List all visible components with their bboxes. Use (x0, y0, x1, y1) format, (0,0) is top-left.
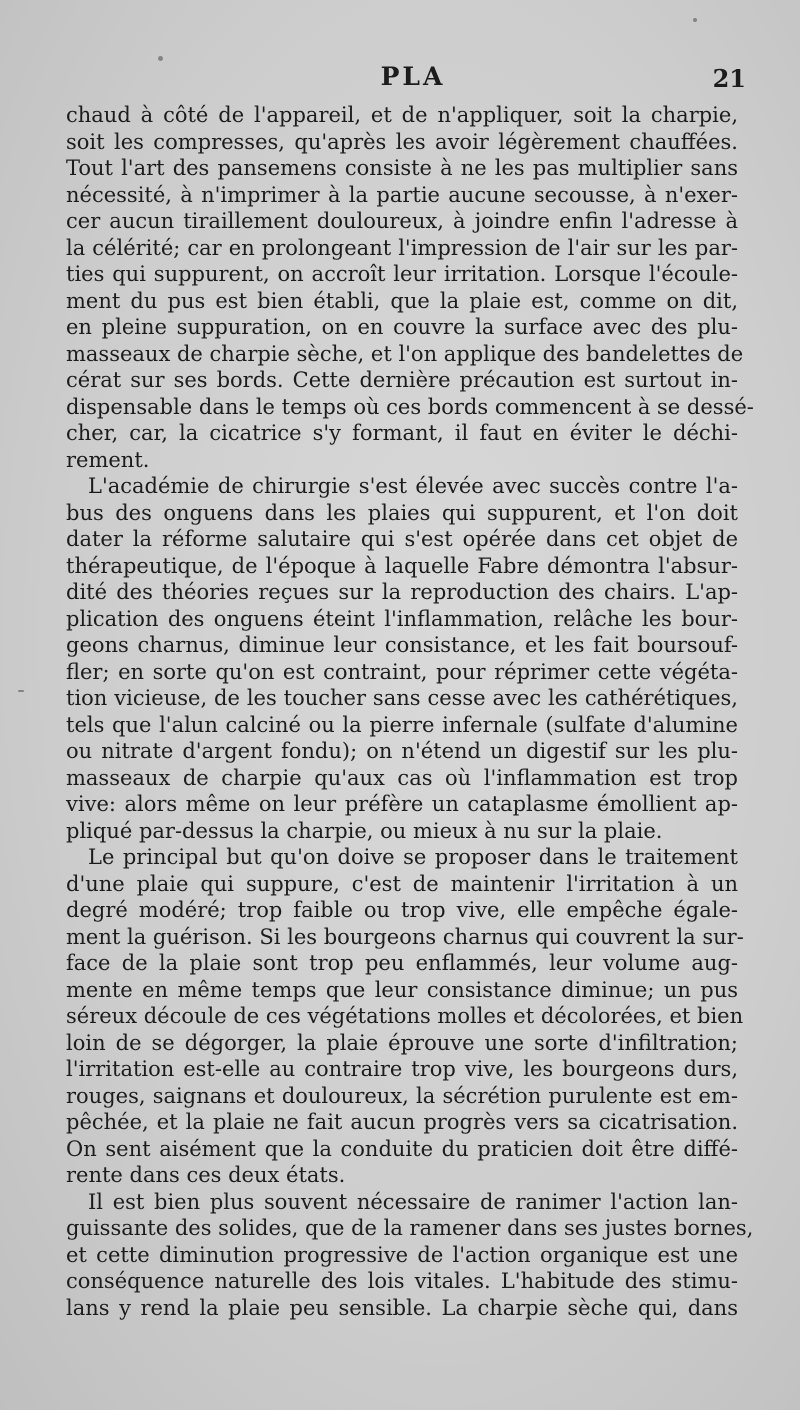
text-line: face de la plaie sont trop peu enflammés, leur volume aug- (66, 951, 738, 975)
running-head: PLA (380, 62, 446, 91)
text-line: d'une plaie qui suppure, c'est de maintenir l'irritation à un (66, 871, 738, 896)
text-line: ment du pus est bien établi, que la plaie est, comme on dit, (66, 288, 738, 313)
text-line: cérat sur ses bords. Cette dernière précaution est surtout in- (66, 368, 738, 392)
text-line: chaud à côté de l'appareil, et de n'appliquer, soit la charpie, (66, 103, 738, 127)
text-line: masseaux de charpie qu'aux cas où l'inflammation est trop (66, 765, 738, 790)
text-line: cer aucun tiraillement douloureux, à joindre enfin l'adresse à (66, 209, 738, 233)
text-line: cher, car, la cicatrice s'y formant, il faut en éviter le déchi- (66, 421, 738, 445)
text-line: et cette diminution progressive de l'action organique est une (66, 1242, 738, 1267)
text-line: On sent aisément que la conduite du praticien doit être diffé- (66, 1136, 738, 1161)
page-header (66, 62, 760, 96)
text-line: plication des onguens éteint l'inflammation, relâche les bour- (66, 606, 738, 631)
text-line: geons charnus, diminue leur consistance, et les fait boursouf- (66, 633, 738, 657)
text-line: dater la réforme salutaire qui s'est opérée dans cet objet de (66, 527, 738, 551)
text-line: mente en même temps que leur consistance diminue; un pus (66, 977, 738, 1002)
text-line: conséquence naturelle des lois vitales. L'habitude des stimu- (66, 1269, 738, 1293)
text-line: bus des onguens dans les plaies qui suppurent, et l'on doit (66, 500, 738, 525)
text-line: ou nitrate d'argent fondu); on n'étend un digestif sur les plu- (66, 739, 738, 763)
text-line: en pleine suppuration, on en couvre la surface avec des plu- (66, 315, 738, 339)
text-line: séreux découle de ces végétations molles et décolorées, et bien (66, 1004, 744, 1028)
text-line: Tout l'art des pansemens consiste à ne les pas multiplier sans (66, 156, 738, 180)
paper-speck (18, 690, 24, 692)
text-line: la célérité; car en prolongeant l'impression de l'air sur les par- (66, 235, 738, 260)
text-line: l'irritation est-elle au contraire trop vive, les bourgeons durs, (66, 1057, 738, 1081)
text-line: guissante des solides, que de la ramener dans ses justes bornes, (66, 1216, 754, 1240)
text-line: lans y rend la plaie peu sensible. La charpie sèche qui, dans (66, 1295, 738, 1320)
text-line: Il est bien plus souvent nécessaire de ranimer l'action lan- (88, 1189, 738, 1214)
text-line: rement. (66, 447, 150, 472)
text-line: ties qui suppurent, on accroît leur irritation. Lorsque l'écoule- (66, 262, 738, 286)
text-line: L'académie de chirurgie s'est élevée avec succès contre l'a- (88, 474, 738, 498)
text-line: thérapeutique, de l'époque à laquelle Fabre démontra l'absur- (66, 553, 738, 578)
text-line: masseaux de charpie sèche, et l'on applique des bandelettes de (66, 341, 744, 366)
text-line: fler; en sorte qu'on est contraint, pour réprimer cette végéta- (66, 659, 738, 684)
body-text (66, 102, 754, 1321)
text-line: pliqué par-dessus la charpie, ou mieux à nu sur la plaie. (66, 818, 663, 843)
text-line: rente dans ces deux états. (66, 1163, 346, 1187)
text-line: rouges, saignans et douloureux, la sécrétion purulente est em- (66, 1083, 738, 1108)
text-line: nécessité, à n'imprimer à la partie aucune secousse, à n'exer- (66, 182, 738, 207)
text-line: dispensable dans le temps où ces bords commencent à se dessé- (66, 394, 754, 419)
paper-speck (693, 18, 697, 22)
text-line: Le principal but qu'on doive se proposer dans le traitement (88, 845, 738, 869)
text-line: soit les compresses, qu'après les avoir légèrement chauffées. (66, 129, 738, 154)
text-line: ment la guérison. Si les bourgeons charnus qui couvrent la sur- (66, 924, 744, 949)
text-line: tion vicieuse, de les toucher sans cesse avec les cathérétiques, (66, 686, 738, 710)
text-line: vive: alors même on leur préfère un cataplasme émollient ap- (66, 792, 738, 816)
text-line: degré modéré; trop faible ou trop vive, elle empêche égale- (66, 898, 738, 922)
page-number: 21 (712, 64, 746, 93)
text-line: dité des théories reçues sur la reproduction des chairs. L'ap- (66, 580, 738, 604)
text-line: loin de se dégorger, la plaie éprouve une sorte d'infiltration; (66, 1030, 738, 1055)
paper-speck (158, 56, 163, 61)
text-line: tels que l'alun calciné ou la pierre infernale (sulfate d'alumine (66, 712, 738, 737)
text-line: pêchée, et la plaie ne fait aucun progrès vers sa cicatrisation. (66, 1110, 738, 1134)
